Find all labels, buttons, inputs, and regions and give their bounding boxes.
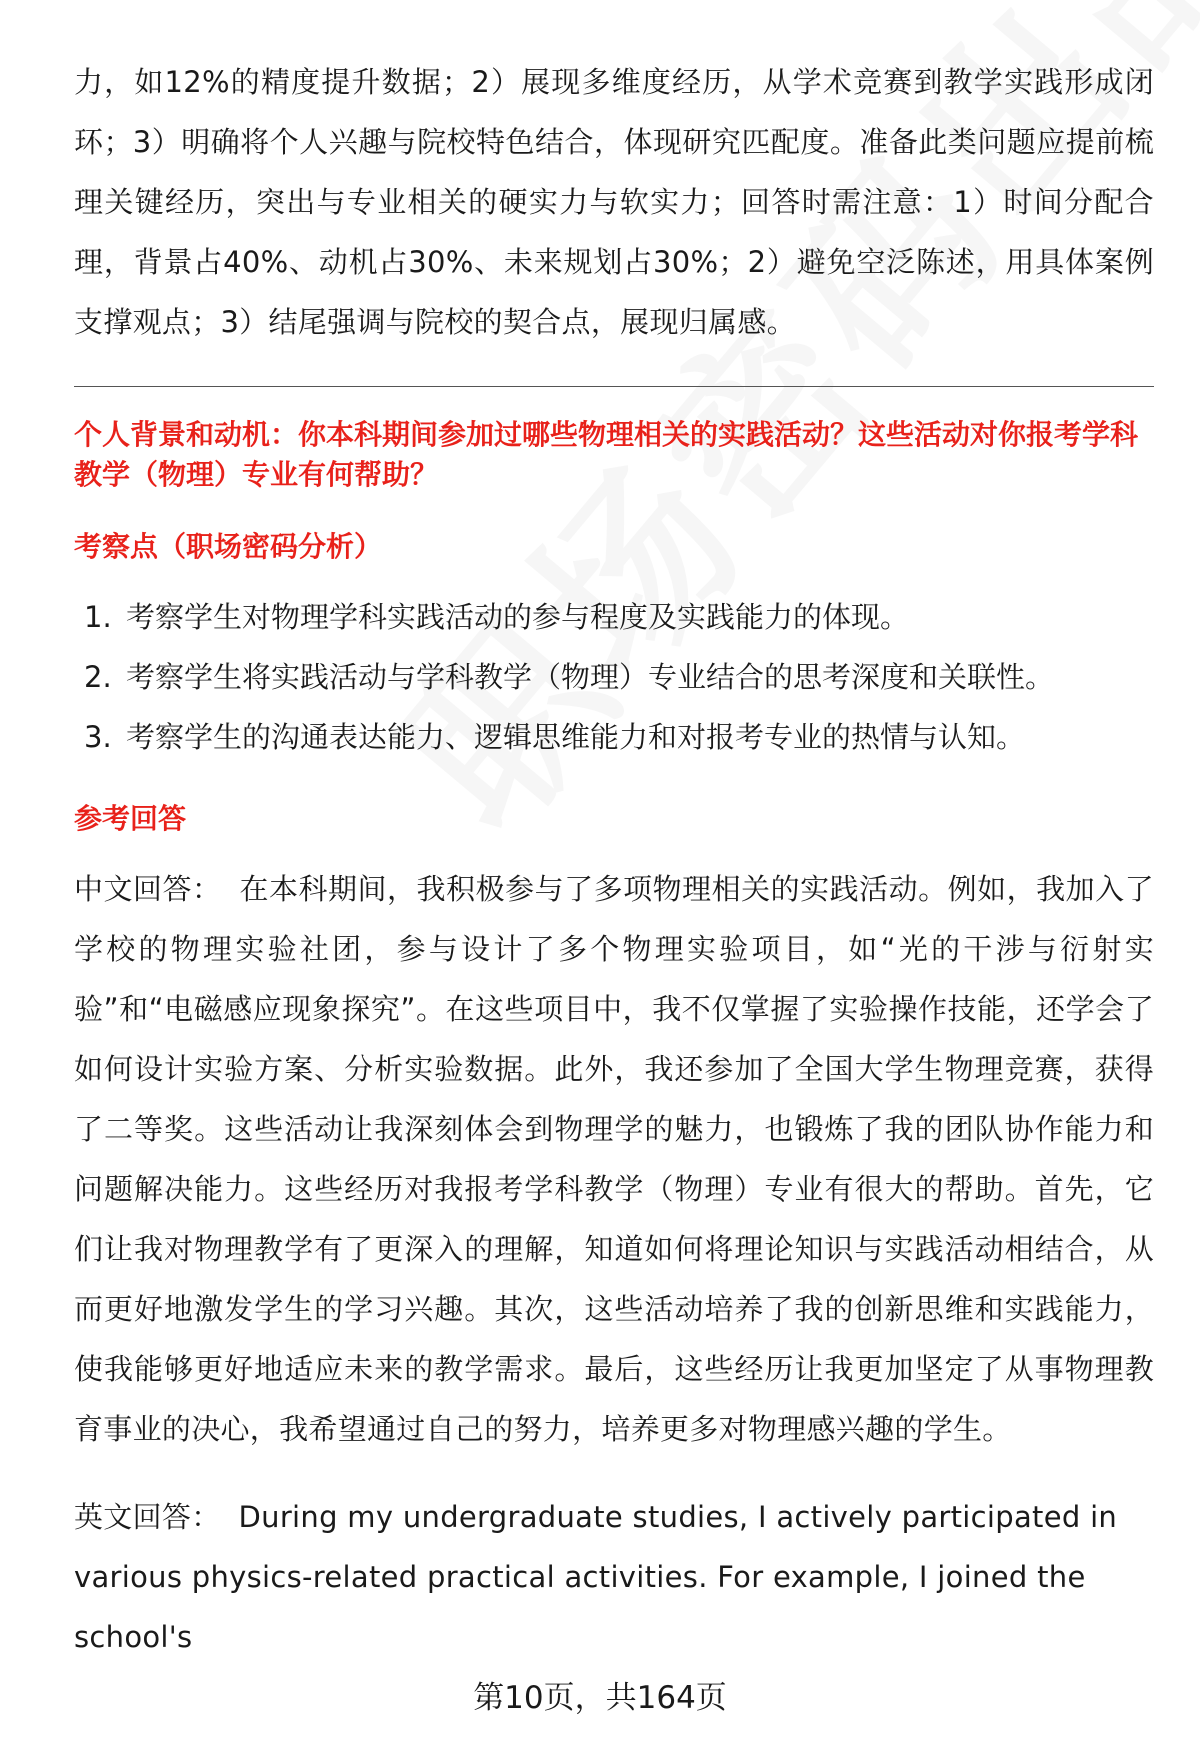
list-item-text: 考察学生将实践活动与学科教学（物理）专业结合的思考深度和关联性。 [126, 660, 1055, 694]
english-answer-text: During my undergraduate studies, I actively participated in various physics-related practical activities. For example, I joined the school's [74, 1500, 1118, 1654]
list-item-number: 1. [84, 600, 112, 634]
points-list [74, 587, 1154, 767]
section-divider [74, 386, 1154, 387]
list-item-number: 3. [84, 720, 112, 754]
english-answer-label: 英文回答： [74, 1500, 221, 1534]
list-item [74, 647, 1154, 707]
list-item [74, 587, 1154, 647]
chinese-answer-label: 中文回答： [74, 872, 222, 906]
intro-paragraph: 力，如12%的精度提升数据；2）展现多维度经历，从学术竞赛到教学实践形成闭环；3）明确将个人兴趣与院校特色结合，体现研究匹配度。准备此类问题应提前梳理关键经历，突出与专业相关的硬实力与软实力；回答时需注意：1）时间分配合理，背景占40%、动机占30%、未来规划占30%；2）避免空泛陈述，用具体案例支撑观点；3）结尾强调与院校的契合点，展现归属感。 [74, 65, 1154, 339]
page-footer: 第10页，共164页 [473, 1680, 727, 1716]
points-section-title: 考察点（职场密码分析） [74, 530, 383, 563]
chinese-answer-text: 在本科期间，我积极参与了多项物理相关的实践活动。例如，我加入了学校的物理实验社团，参与设计了多个物理实验项目，如“光的干涉与衍射实验”和“电磁感应现象探究”。在这些项目中，我不仅掌握了实验操作技能，还学会了如何设计实验方案、分析实验数据。此外，我还参加了全国大学生物理竞赛，获得了二等奖。这些活动让我深刻体会到物理学的魅力，也锻炼了我的团队协作能力和问题解决能力。这些经历对我报考学科教学（物理）专业有很大的帮助。首先，它们让我对物理教学有了更深入的理解，知道如何将理论知识与实践活动相结合，从而更好地激发学生的学习兴趣。其次，这些活动培养了我的创新思维和实践能力，使我能够更好地适应未来的教学需求。最后，这些经历让我更加坚定了从事物理教育事业的决心，我希望通过自己的努力，培养更多对物理感兴趣的学生。 [74, 872, 1154, 1446]
chinese-answer [74, 859, 1154, 1459]
list-item [74, 707, 1154, 767]
document-page [74, 52, 1154, 1667]
list-item-text: 考察学生对物理学科实践活动的参与程度及实践能力的体现。 [126, 600, 910, 634]
question-title: 个人背景和动机：你本科期间参加过哪些物理相关的实践活动？这些活动对你报考学科教学（物理）专业有何帮助？ [74, 418, 1139, 491]
answer-section-title: 参考回答 [74, 802, 187, 835]
list-item-text: 考察学生的沟通表达能力、逻辑思维能力和对报考专业的热情与认知。 [126, 720, 1026, 754]
english-answer [74, 1487, 1154, 1667]
list-item-number: 2. [84, 660, 112, 694]
